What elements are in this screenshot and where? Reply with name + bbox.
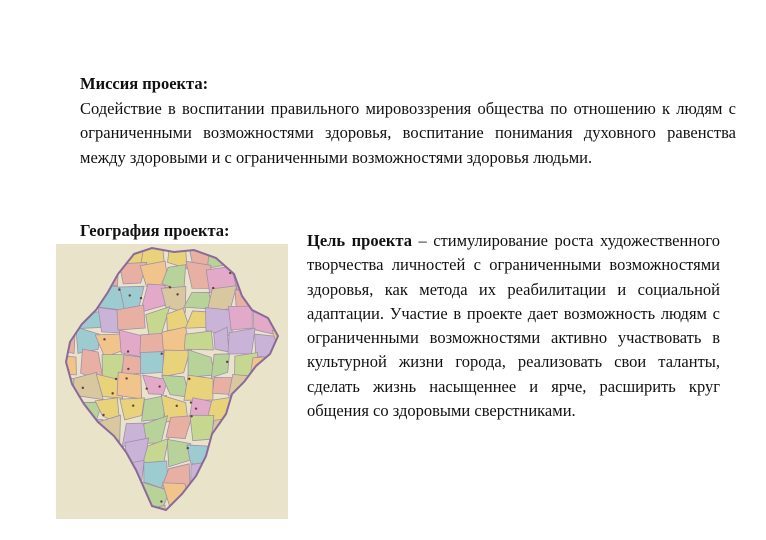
region-map-image <box>56 244 288 519</box>
map-settlement-dot <box>127 368 129 370</box>
map-settlement-dot <box>158 385 160 387</box>
mission-heading: Миссия проекта: <box>80 74 209 93</box>
map-settlement-dot <box>161 352 163 354</box>
map-settlement-dot <box>176 405 178 407</box>
map-settlement-dot <box>102 414 104 416</box>
map-settlement-dot <box>190 415 192 417</box>
geography-heading: География проекта: <box>80 221 230 240</box>
map-settlement-dot <box>160 500 162 502</box>
map-settlement-dot <box>82 387 84 389</box>
map-settlement-dot <box>129 294 131 296</box>
map-settlement-dot <box>226 361 228 363</box>
map-settlement-dot <box>176 293 178 295</box>
region-map-svg <box>56 244 288 519</box>
map-settlement-dot <box>187 447 189 449</box>
map-district <box>228 328 255 354</box>
map-settlement-dot <box>146 387 148 389</box>
map-district <box>228 306 252 330</box>
mission-section <box>80 72 736 170</box>
map-settlement-dot <box>103 338 105 340</box>
map-district <box>117 305 145 330</box>
map-settlement-dot <box>118 288 120 290</box>
map-settlement-dot <box>115 378 117 380</box>
map-settlement-dot <box>125 377 127 379</box>
map-settlement-dot <box>111 392 113 394</box>
goal-text: – стимулирование роста художественного творчества личностей с ограниченными возможностями здоровья, как метода их реабилитации и социальной адаптации. Участие в проекте дает возможность людям с ограниченными возможностями активно участвовать в культурной жизни города, реализовать свои таланты, сделать жизнь насыщеннее и ярче, расширить круг общения со здоровыми сверстниками. <box>307 231 721 421</box>
mission-text: Содействие в воспитании правильного мировоззрения общества по отношению к людям с ограниченными возможностями здоровья, воспитание понимания духовного равенства между здоровыми и с ограниченными возможностями здоровья людьми. <box>80 98 736 167</box>
map-settlement-dot <box>169 286 171 288</box>
map-district <box>140 351 163 373</box>
map-district <box>184 331 213 350</box>
goal-paragraph <box>307 229 720 423</box>
map-settlement-dot <box>140 297 142 299</box>
goal-lead: Цель проекта <box>307 231 412 250</box>
map-settlement-dot <box>190 401 192 403</box>
map-settlement-dot <box>188 378 190 380</box>
map-settlement-dot <box>132 404 134 406</box>
map-settlement-dot <box>195 407 197 409</box>
map-settlement-dot <box>212 287 214 289</box>
map-settlement-dot <box>127 350 129 352</box>
map-district <box>117 372 142 399</box>
